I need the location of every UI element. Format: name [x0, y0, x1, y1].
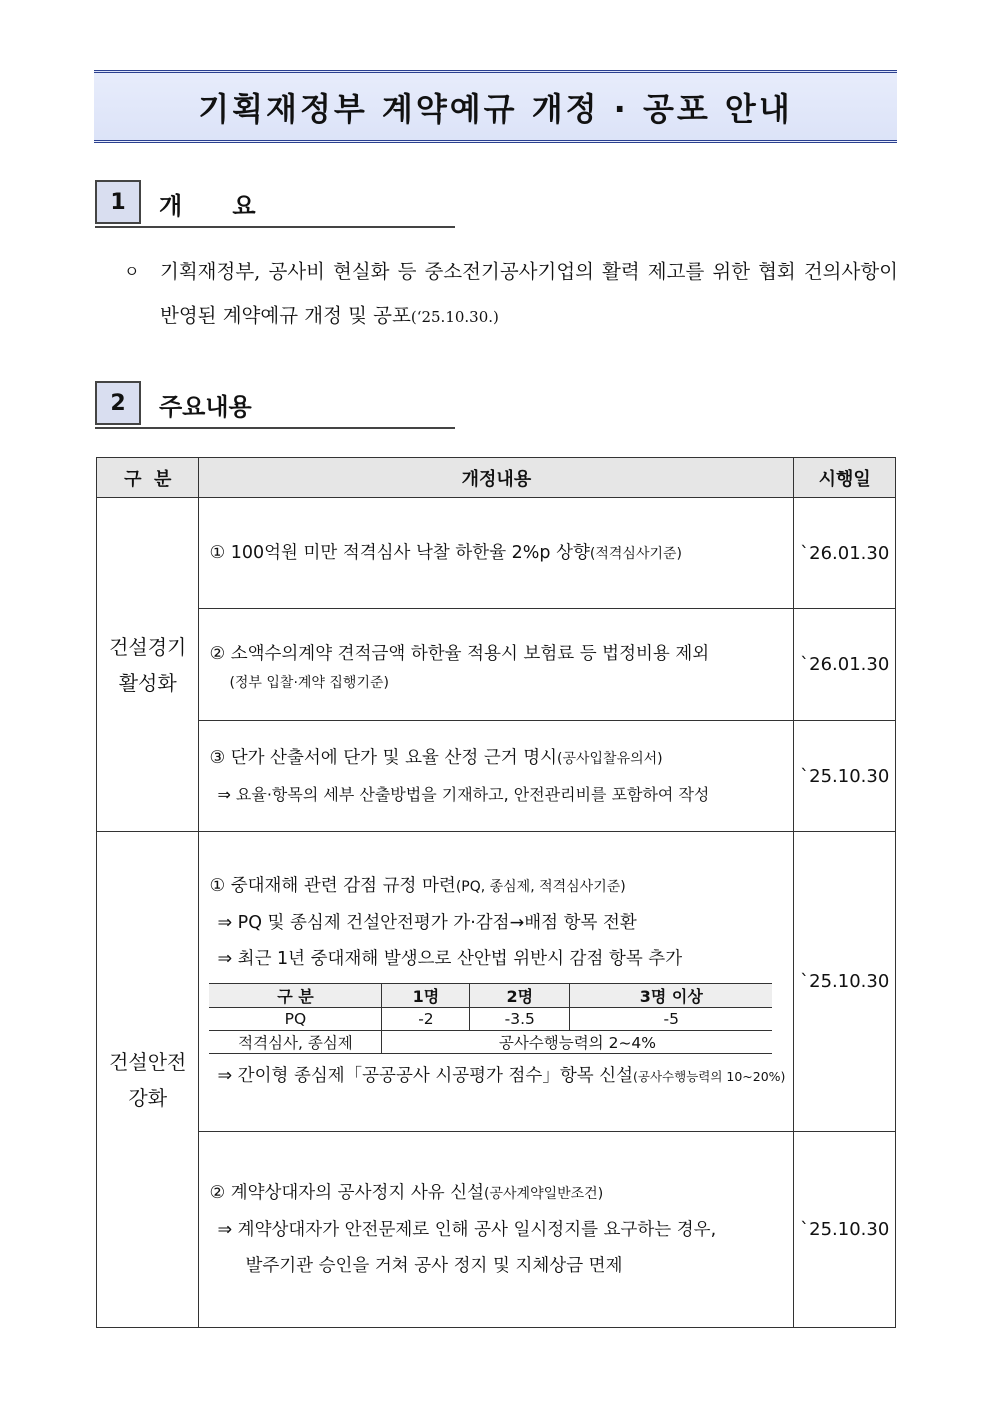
content-cell: ② 계약상대자의 공사정지 사유 신설(공사계약일반조건) ⇒ 계약상대자가 안전문제로 인해 공사 일시정지를 요구하는 경우, 발주기관 승인을 거쳐 공사 정지 및 지체상금 면제 [199, 1132, 794, 1328]
page-title: 기획재정부 계약예규 개정 · 공포 안내 [198, 89, 793, 128]
section-2-heading [95, 381, 455, 429]
date-cell: `25.10.30 [794, 832, 896, 1132]
category-cell: 건설안전 강화 [97, 832, 199, 1328]
penalty-row: 적격심사, 종심제 공사수행능력의 2~4% [209, 1031, 772, 1054]
overview-text: 기획재정부, 공사비 현실화 등 중소전기공사기업의 활력 제고를 위한 협회 건의사항이 반영된 계약예규 개정 및 공포 [160, 260, 898, 327]
date-cell: `26.01.30 [794, 498, 896, 609]
table-row [97, 832, 896, 1132]
header-content: 개정내용 [199, 458, 794, 498]
content-cell: ① 100억원 미만 적격심사 낙찰 하한율 2%p 상향(적격심사기준) [199, 498, 794, 609]
section-label: 개 요 [159, 192, 256, 220]
penalty-table [209, 983, 772, 1054]
category-cell: 건설경기 활성화 [97, 498, 199, 832]
penalty-header-row: 구 분 1명 2명 3명 이상 [209, 984, 772, 1008]
table-row [97, 609, 896, 721]
bullet-mark: ㅇ [124, 262, 140, 281]
main-content-table [96, 457, 896, 1328]
title-banner [94, 70, 897, 143]
date-cell: `26.01.30 [794, 609, 896, 721]
table-row [97, 498, 896, 609]
penalty-row: PQ -2 -3.5 -5 [209, 1008, 772, 1031]
section-number: 2 [95, 381, 141, 425]
table-row [97, 1132, 896, 1328]
section-1-heading [95, 180, 455, 228]
content-cell: ① 중대재해 관련 감점 규정 마련(PQ, 종심제, 적격심사기준) ⇒ PQ 및 종심제 건설안전평가 가·감점→배점 항목 전환 ⇒ 최근 1년 중대재해 발생으로 산안법 위반시 감점 항목 추가 구 분 1명 2명 3명 이상 PQ -2 -3.5 -5 적격심사, 종심제 공사수행능력의 2~4% ⇒ 간이형 종심제「공공공사 시공평가 점수」항목 신설(공사수행능력의 10~20%) [199, 832, 794, 1132]
section-label: 주요내용 [159, 393, 252, 421]
date-cell: `25.10.30 [794, 721, 896, 832]
section-number: 1 [95, 180, 141, 224]
content-cell: ② 소액수의계약 견적금액 하한율 적용시 보험료 등 법정비용 제외 (정부 입찰·계약 집행기준) [199, 609, 794, 721]
overview-date: (‘25.10.30.) [410, 308, 499, 326]
table-row [97, 721, 896, 832]
date-cell: `25.10.30 [794, 1132, 896, 1328]
header-date: 시행일 [794, 458, 896, 498]
table-header-row [97, 458, 896, 498]
header-category: 구 분 [97, 458, 199, 498]
content-cell: ③ 단가 산출서에 단가 및 요율 산정 근거 명시(공사입찰유의서) ⇒ 요율·항목의 세부 산출방법을 기재하고, 안전관리비를 포함하여 작성 [199, 721, 794, 832]
